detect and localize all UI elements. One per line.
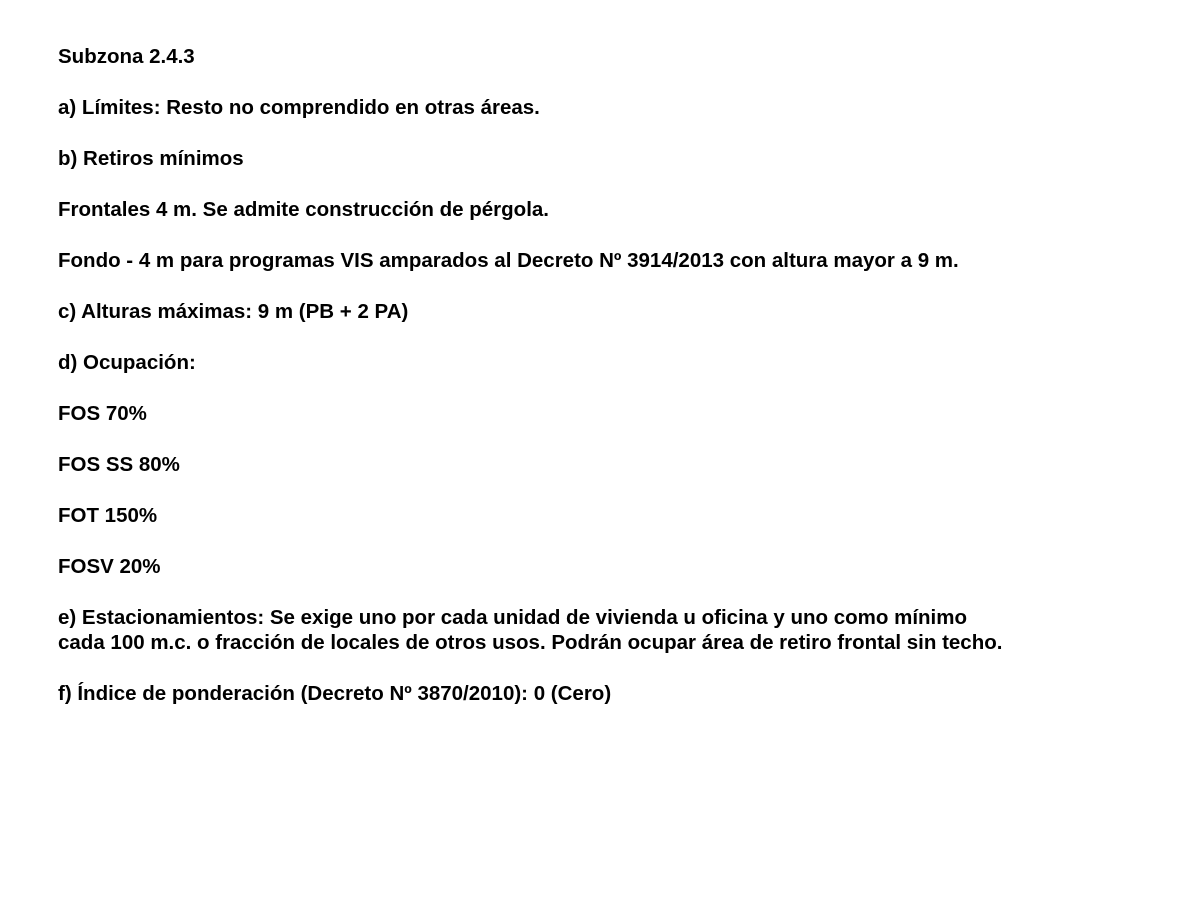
fot-value: FOT 150% — [58, 504, 158, 527]
rear-setback-paragraph: Fondo - 4 m para programas VIS amparados al Decreto Nº 3914/2013 con altura mayor a 9 m. — [58, 249, 959, 272]
setbacks-heading: b) Retiros mínimos — [58, 147, 244, 170]
parking-paragraph: e) Estacionamientos: Se exige uno por cada unidad de vivienda u oficina y uno como mínimo cada 100 m.c. o fracción de locales de otros usos. Podrán ocupar área de retiro frontal sin techo. — [58, 606, 1003, 654]
document-body — [58, 44, 1008, 732]
fosv-value: FOSV 20% — [58, 555, 161, 578]
limits-paragraph: a) Límites: Resto no comprendido en otras áreas. — [58, 96, 540, 119]
fos-ss-value: FOS SS 80% — [58, 453, 180, 476]
fos-value: FOS 70% — [58, 402, 147, 425]
weighting-index-paragraph: f) Índice de ponderación (Decreto Nº 3870/2010): 0 (Cero) — [58, 682, 612, 705]
max-heights-paragraph: c) Alturas máximas: 9 m (PB + 2 PA) — [58, 300, 409, 323]
subzone-heading: Subzona 2.4.3 — [58, 45, 195, 68]
occupation-heading: d) Ocupación: — [58, 351, 196, 374]
front-setback-paragraph: Frontales 4 m. Se admite construcción de pérgola. — [58, 198, 549, 221]
